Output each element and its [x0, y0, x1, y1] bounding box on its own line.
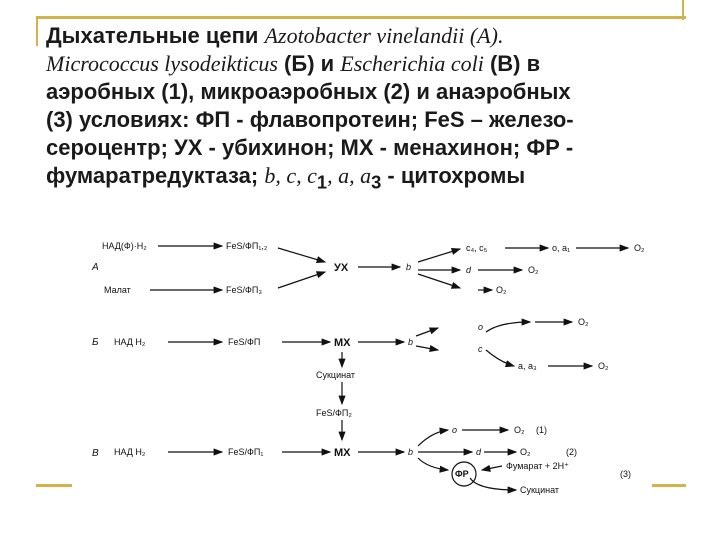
node-label: d	[476, 447, 482, 457]
title-text: - цитохромы	[381, 163, 526, 188]
node-label: НАД(Ф)·Н₂	[102, 241, 147, 251]
arrow	[482, 466, 502, 470]
title-text: (Б) и	[277, 51, 341, 76]
node-label: (1)	[536, 425, 547, 435]
node-label: O₂	[528, 265, 539, 275]
node-label: a, a₃	[518, 361, 537, 371]
section-label: А	[92, 262, 99, 273]
title-text: (3) условиях: ФП - флавопротеин; FeS – железо-	[46, 107, 574, 132]
title-text: аэробных (1), микроаэробных (2) и анаэробных	[46, 79, 571, 104]
frame-left-line	[36, 16, 38, 46]
node-label: FeS/ФП	[228, 337, 261, 347]
arrow	[416, 346, 438, 350]
node-label: НАД Н₂	[114, 337, 146, 347]
node-label: Сукцинат	[316, 370, 356, 380]
arrow	[470, 478, 516, 490]
node-label: O₂	[578, 317, 589, 327]
arrow	[418, 430, 448, 446]
node-label: МХ	[334, 447, 351, 459]
section-label: В	[92, 448, 99, 459]
title-text: Дыхательные цепи	[46, 23, 265, 48]
arrow	[486, 322, 530, 332]
node-label: FeS/ФП₃	[226, 285, 262, 295]
node-label: b	[406, 262, 412, 272]
title-text: Micrococcus lysodeikticus	[46, 51, 278, 76]
node-label: Фумарат + 2Н⁺	[506, 461, 569, 471]
node-label: МХ	[334, 337, 351, 349]
arrow	[418, 249, 460, 262]
frame-top-line	[36, 16, 686, 19]
node-label: FeS/ФП₁,₂	[226, 241, 268, 251]
arrow	[278, 248, 325, 262]
respiratory-chain-diagram	[0, 230, 720, 500]
node-label: Сукцинат	[520, 485, 560, 495]
node-label: ФР	[455, 469, 469, 479]
node-label: FeS/ФП₁	[228, 447, 264, 457]
section-label: Б	[92, 337, 99, 348]
node-label: o, a₁	[552, 243, 571, 253]
node-label: Малат	[104, 285, 131, 295]
arrow	[486, 350, 514, 366]
title-text: 3	[371, 171, 382, 193]
node-label: o	[478, 322, 484, 332]
title-text: Azotobacter vinelandii (А).	[264, 23, 504, 48]
node-label: b	[408, 447, 414, 457]
title-text: 1	[316, 171, 328, 193]
title-text: сероцентр; УХ - убихинон; МХ - менахинон; ФР -	[46, 135, 574, 160]
title-text: (В) в	[483, 51, 541, 76]
arrow	[418, 458, 448, 470]
node-label: (2)	[566, 447, 577, 457]
node-label: O₂	[634, 243, 645, 253]
title-text: Escherichia coli	[340, 51, 484, 76]
frame-right-line	[682, 0, 684, 20]
node-label: b	[408, 337, 414, 347]
title-text: , a, a	[327, 163, 372, 188]
node-label: c	[478, 344, 483, 354]
node-label: НАД Н₂	[114, 447, 146, 457]
node-label: O₂	[514, 425, 525, 435]
node-label: УХ	[334, 262, 349, 274]
node-label: O₂	[520, 447, 531, 457]
arrow	[416, 328, 438, 336]
node-label: d	[466, 265, 472, 275]
node-label: O₂	[496, 285, 507, 295]
node-label: (3)	[620, 469, 631, 479]
title-text: фумаратредуктаза;	[46, 163, 265, 188]
slide-title	[46, 22, 676, 196]
arrow	[278, 272, 325, 288]
arrow	[418, 274, 460, 288]
node-label: o	[452, 425, 458, 435]
node-label: FeS/ФП₂	[316, 408, 352, 418]
title-text: b, c, c	[264, 163, 317, 188]
node-label: c₄, c₅	[466, 243, 488, 253]
node-label: O₂	[598, 361, 609, 371]
